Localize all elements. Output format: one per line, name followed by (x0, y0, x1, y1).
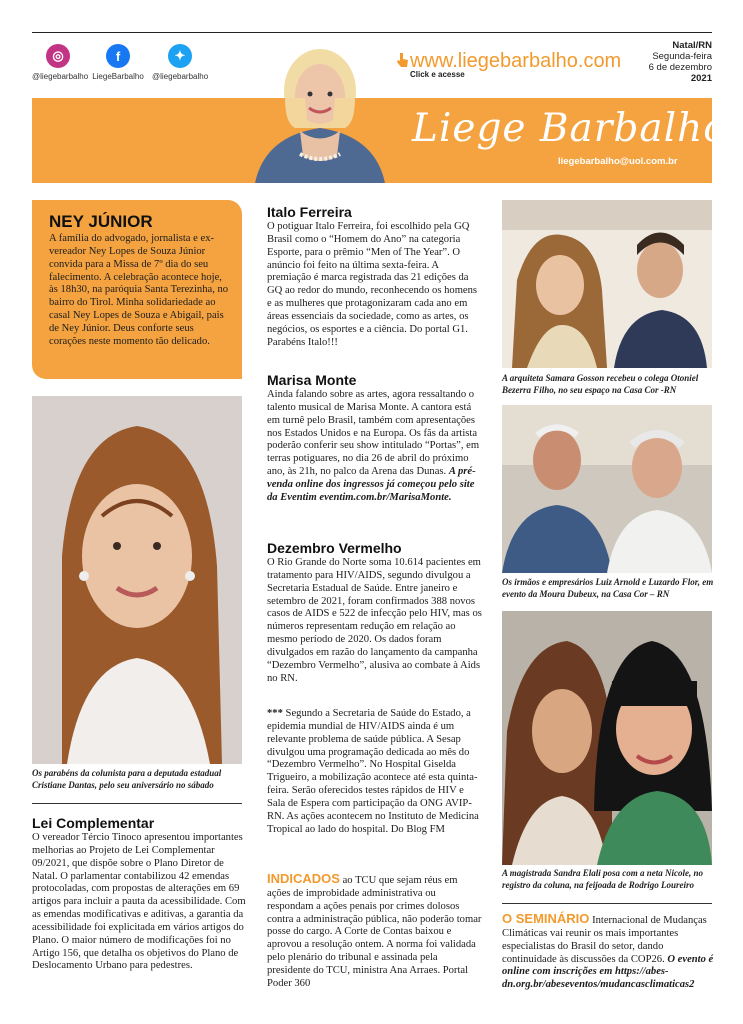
email-link[interactable]: liegebarbalho@uol.com.br (558, 156, 678, 167)
photo-samara-otoniel (502, 200, 712, 368)
ney-body: A família do advogado, jornalista e ex-vereador Ney Lopes de Souza Júnior convida para a Missa de 7º dia do seu falecimento. A celebração acontece hoje, às 18h30, na paróquia Santa Terezinha, no bairro do Tirol. Minha solidariedade ao casal Ney Lopes de Souza e Abigail, pais de Ney Júnior. Deus conforte seus corações neste momento tão delicado. (49, 233, 229, 347)
instagram-icon: ◎ (46, 44, 70, 68)
instagram-handle: @liegebarbalho (32, 72, 89, 81)
columnist-portrait-overlap (245, 98, 395, 183)
facebook-handle: LiegeBarbalho (92, 72, 144, 81)
lei-title: Lei Complementar (32, 815, 155, 831)
marisa-text (267, 389, 483, 505)
marisa-body: Ainda falando sobre as artes, agora ressaltando o talento musical de Marisa Monte. A cantora está em turnê pelo Brasil, também com apresentações nos Estados Unidos e na Europa. Os fãs da artista poderão conferir seu show intitulado “Portas”, em terras potiguares, no dia 26 de abril do próximo ano, às 21h, no palco da Arena das Dunas. (267, 389, 480, 478)
date: 6 de dezembro (648, 62, 712, 73)
seminario-text (502, 913, 714, 992)
left-separator (32, 803, 242, 804)
right-separator (502, 903, 712, 904)
deputy-caption: Os parabéns da colunista para a deputada estadual Cristiane Dantas, pelo seu aniversário no sábado (32, 768, 222, 790)
dezembro-text2 (267, 708, 483, 836)
seminario-body: Internacional de Mudanças Climáticas vai reunir os mais importantes especialistas do Brasil do setor, dando continuidade às discussões da COP26. (502, 915, 707, 965)
indicados-text (267, 873, 483, 991)
caption-samara-otoniel: A arquiteta Samara Gosson recebeu o colega Otoniel Bezerra Filho, no seu espaço na Casa Cor -RN (502, 373, 699, 395)
site-url-link[interactable]: www.liegebarbalho.com (410, 50, 622, 72)
twitter-icon: ✦ (168, 44, 192, 68)
seminario-emphasis[interactable]: O evento é online com inscrições em https://abes-dn.org.br/abeseventos/mudancasclimaticas2 (502, 953, 714, 991)
lei-body: O vereador Tércio Tinoco apresentou importantes melhorias ao Projeto de Lei Complementar 09/2021, que dispõe sobre o Plano Diretor de Natal. O parlamentar contabilizou 42 emendas protocoladas, com propostas de alterações em 69 artigos para incluir a pauta da acessibilidade. Com as emendas modificativas e aditivas, a garantia da acessibilidade foi explicitada em vários artigos do Plano. O maior número de modificações foi no Artigo 156, que detalha os objetivos do Plano de Deslocamento Urbano para pedestres. (32, 832, 246, 972)
indicados-title: INDICADOS (267, 871, 340, 886)
marisa-title: Marisa Monte (267, 372, 357, 388)
weekday: Segunda-feira (652, 51, 712, 62)
twitter-handle: @liegebarbalho (152, 72, 209, 81)
photo-luiz-luzardo (502, 405, 712, 573)
deputy-photo (32, 396, 242, 764)
dezembro-title: Dezembro Vermelho (267, 540, 402, 556)
facebook-icon: f (106, 44, 130, 68)
marisa-emphasis: A pré-venda online dos ingressos já começou pelo site da Eventim eventim.com.br/MarisaMonte. (267, 466, 476, 503)
brand-title: Liege Barbalho (412, 106, 728, 151)
dezembro-stars: *** (267, 708, 283, 719)
photo-sandra-nicole (502, 611, 712, 865)
caption-luiz-luzardo: Os irmãos e empresários Luiz Arnold e Luzardo Flor, em evento da Moura Dubeux, na Casa Cor – RN (502, 577, 714, 599)
year: 2021 (690, 73, 712, 84)
seminario-title: O SEMINÁRIO (502, 911, 590, 926)
top-rule (32, 32, 712, 33)
dezembro-body: O Rio Grande do Norte soma 10.614 pacientes em tratamento para HIV/AIDS, segundo divulgou a Secretaria Estadual de Saúde. Entre janeiro e setembro de 2021, foram confirmados 388 novos casos de AIDS e 522 de infecção pelo HIV, mas os números representam redução em relação ao mesmo período de 2020. Os dados foram divulgados em razão do lançamento da campanha “Dezembro Vermelho”, alusiva ao combate à Aids no RN. (267, 557, 482, 684)
instagram-link[interactable] (32, 44, 89, 81)
ney-title: NEY JÚNIOR (49, 212, 153, 231)
site-subtitle: Click e acesse (410, 70, 465, 79)
italo-body: O potiguar Italo Ferreira, foi escolhido pela GQ Brasil como o “Homem do Ano” na categoria Esporte, para o prêmio “Men of The Year”. O anúncio foi feito na última sexta-feira. A premiação é marca registrada das 21 edições da GQ ao redor do mundo, reconhecendo os homens e as mulheres que protagonizaram cada ano em áreas essenciais da sociedade, como as artes, os negócios, os esportes e a ciência. Do portal G1. Parabéns Italo!!! (267, 221, 478, 348)
date-block (649, 40, 712, 84)
facebook-link[interactable] (92, 44, 144, 81)
dezembro-body2: Segundo a Secretaria de Saúde do Estado, a epidemia mundial de HIV/AIDS ainda é um relevante problema de saúde pública. A Sesap divulgou uma programação dedicada ao mês do “Dezembro Vermelho”. No Hospital Giselda Trigueiro, a mobilização acontece até esta quinta-feira. Serão oferecidos testes rápidos de HIV e Sala de Espera com participação da ONG AVIP-RN. As ações acontecem no Instituto de Medicina Tropical ao lado do hospital. Do Blog FM (267, 708, 479, 835)
twitter-link[interactable] (152, 44, 208, 81)
click-hand-icon (395, 52, 409, 68)
city: Natal/RN (672, 40, 712, 51)
indicados-body: ao TCU que sejam réus em ações de improbidade administrativa ou respondam a ações penais por crimes dolosos contra a administração pública, não poderão tomar posse do cargo. A Corte de Contas baixou e aprovou a resolução ontem. A norma foi validada pelo plenário do tribunal e assinada pela presidente do TCU, ministra Ana Arraes. Portal Poder 360 (267, 875, 482, 989)
italo-title: Italo Ferreira (267, 204, 352, 220)
caption-sandra-nicole: A magistrada Sandra Elali posa com a neta Nicole, no registro da coluna, na feijoada de Rodrigo Loureiro (502, 868, 704, 890)
